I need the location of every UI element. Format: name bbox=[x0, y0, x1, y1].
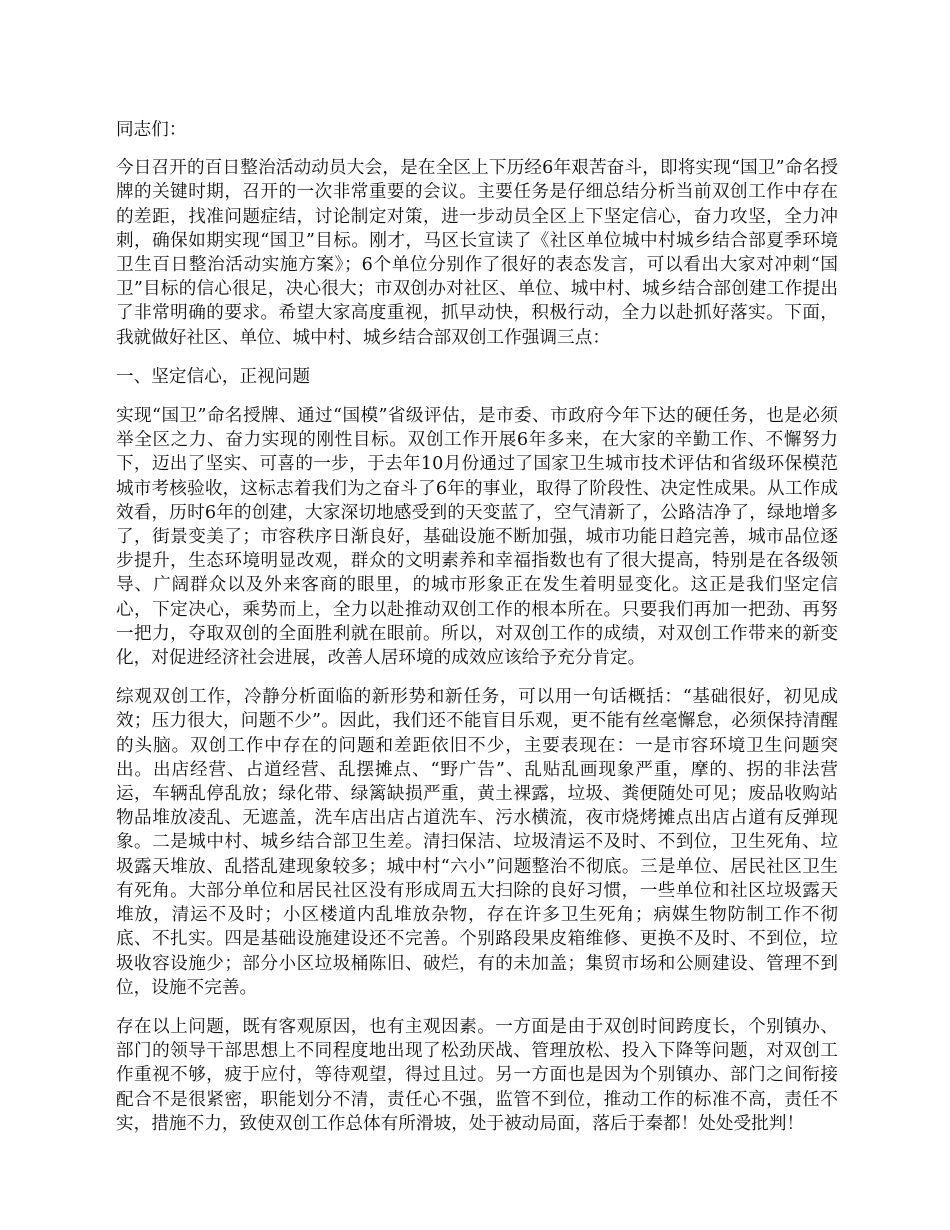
body-paragraph-3: 存在以上问题，既有客观原因，也有主观因素。一方面是由于双创时间跨度长，个别镇办、部门的领导干部思想上不同程度地出现了松劲厌战、管理放松、投入下降等问题，对双创工作重视不够，疲于应付，等待观望，得过且过。另一方面也是因为个别镇办、部门之间衔接配合不是很紧密，职能划分不清，责任心不强，监管不到位，推动工作的标准不高，责任不实，措施不力，致使双创工作总体有所滑坡，处于被动局面，落后于秦都！处处受批判！ bbox=[116, 1016, 838, 1134]
body-paragraph-2: 综观双创工作，冷静分析面临的新形势和新任务，可以用一句话概括：“基础很好，初见成效；压力很大，问题不少”。因此，我们还不能盲目乐观，更不能有丝毫懈怠，必须保持清醒的头脑。双创工作中存在的问题和差距依旧不少，主要表现在：一是市容环境卫生问题突出。出店经营、占道经营、乱摆摊点、“野广告”、乱贴乱画现象严重，摩的、拐的非法营运，车辆乱停乱放；绿化带、绿篱缺损严重，黄土裸露，垃圾、粪便随处可见；废品收购站物品堆放凌乱、无遮盖，洗车店出店占道洗车、污水横流，夜市烧烤摊点出店占道有反弹现象。二是城中村、城乡结合部卫生差。清扫保洁、垃圾清运不及时、不到位，卫生死角、垃圾露天堆放、乱搭乱建现象较多；城中村“六小”问题整治不彻底。三是单位、居民社区卫生有死角。大部分单位和居民社区没有形成周五大扫除的良好习惯，一些单位和社区垃圾露天堆放，清运不及时；小区楼道内乱堆放杂物，存在许多卫生死角；病媒生物防制工作不彻底、不扎实。四是基础设施建设还不完善。个别路段果皮箱维修、更换不及时、不到位，垃圾收容设施少；部分小区垃圾桶陈旧、破烂，有的未加盖；集贸市场和公厕建设、管理不到位，设施不完善。 bbox=[116, 687, 838, 998]
intro-paragraph: 今日召开的百日整治活动动员大会，是在全区上下历经6年艰苦奋斗，即将实现“国卫”命名授牌的关键时期，召开的一次非常重要的会议。主要任务是仔细总结分析当前双创工作中存在的差距，找准问题症结，讨论制定对策，进一步动员全区上下坚定信心，奋力攻坚，全力冲刺，确保如期实现“国卫”目标。刚才，马区长宣读了《社区单位城中村城乡结合部夏季环境卫生百日整治活动实施方案》；6个单位分别作了很好的表态发言，可以看出大家对冲刺“国卫”目标的信心很足，决心很大；市双创办对社区、单位、城中村、城乡结合部创建工作提出了非常明确的要求。希望大家高度重视，抓早动快，积极行动，全力以赴抓好落实。下面，我就做好社区、单位、城中村、城乡结合部双创工作强调三点： bbox=[116, 158, 838, 348]
section-heading: 一、坚定信心，正视问题 bbox=[116, 366, 311, 387]
salutation: 同志们： bbox=[116, 120, 187, 140]
document-page bbox=[116, 118, 838, 1151]
body-paragraph-1: 实现“国卫”命名授牌、通过“国模”省级评估，是市委、市政府今年下达的硬任务，也是必须举全区之力、奋力实现的刚性目标。双创工作开展6年多来，在大家的辛勤工作、不懈努力下，迈出了坚实、可喜的一步，于去年10月份通过了国家卫生城市技术评估和省级环保模范城市考核验收，这标志着我们为之奋斗了6年的事业，取得了阶段性、决定性成果。从工作成效看，历时6年的创建，大家深切地感受到的天变蓝了，空气清新了，公路洁净了，绿地增多了，街景变美了；市容秩序日渐良好，基础设施不断加强，城市功能日趋完善，城市品位逐步提升，生态环境明显改观，群众的文明素养和幸福指数也有了很大提高，特别是在各级领导、广阔群众以及外来客商的眼里，的城市形象正在发生着明显变化。这正是我们坚定信心，下定决心，乘势而上，全力以赴推动双创工作的根本所在。只要我们再加一把劲、再努一把力，夺取双创的全面胜利就在眼前。所以，对双创工作的成绩，对双创工作带来的新变化，对促进经济社会进展，改善人居环境的成效应该给予充分肯定。 bbox=[116, 406, 838, 669]
